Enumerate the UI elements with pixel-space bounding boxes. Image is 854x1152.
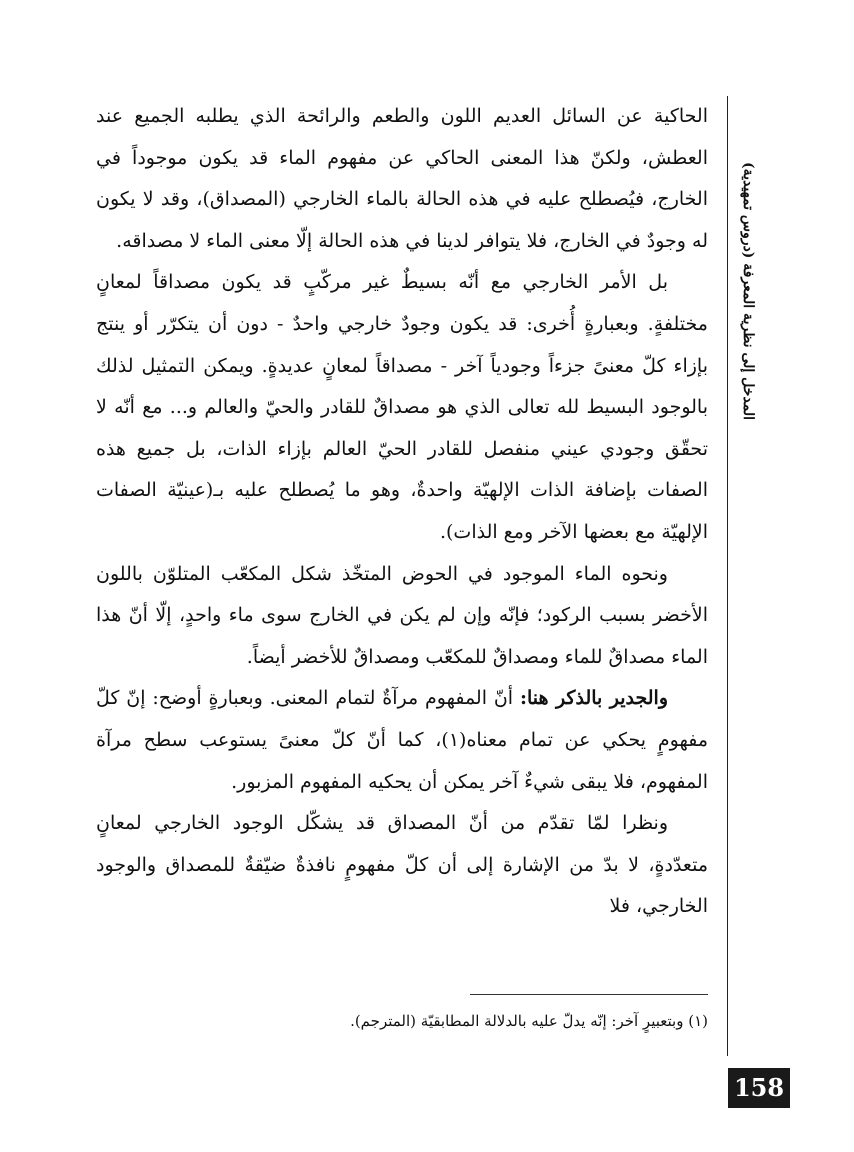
footnote-separator bbox=[470, 994, 708, 995]
main-text bbox=[96, 96, 708, 928]
margin-rule bbox=[727, 96, 728, 1056]
paragraph-5: ونظرا لمّا تقدّم من أنّ المصداق قد يشكّل الوجود الخارجي لمعانٍ متعدّدةٍ، لا بدّ من الإشارة إلى أن كلّ مفهومٍ نافذةٌ ضيّقةٌ للمصداق والوجود الخارجي، فلا bbox=[96, 812, 708, 918]
paragraph-1: الحاكية عن السائل العديم اللون والطعم والرائحة الذي يطلبه الجميع عند العطش، ولكنّ هذا المعنى الحاكي عن مفهوم الماء قد يكون موجوداً في الخارج، فيُصطلح عليه في هذه الحالة بالماء الخارجي (المصداق)، وقد لا يكون له وجودٌ في الخارج، فلا يتوافر لدينا في هذه الحالة إلّا معنى الماء لا مصداقه. bbox=[96, 105, 708, 252]
paragraph-4-lead: والجدير بالذكر هنا: bbox=[519, 687, 668, 710]
running-title: المدخل إلى نظرية المعرفة (دروس تمهيدية) bbox=[740, 162, 756, 420]
paragraph-4 bbox=[96, 678, 708, 803]
paragraph-3: ونحوه الماء الموجود في الحوض المتخّذ شكل المكعّب المتلوّن باللون الأخضر بسبب الركود؛ فإنّه وإن لم يكن في الخارج سوى ماء واحدٍ، إلّا أنّ هذا الماء مصداقٌ للماء ومصداقٌ للمكعّب ومصداقٌ للأخضر أيضاً. bbox=[96, 562, 708, 668]
paragraph-2: بل الأمر الخارجي مع أنّه بسيطٌ غير مركّبٍ قد يكون مصداقاً لمعانٍ مختلفةٍ. وبعبارةٍ أُخرى: قد يكون وجودٌ خارجي واحدٌ - دون أن يتكرّر أو ينتج بإزاء كلّ معنىً جزءاً وجودياً آخر - مصداقاً لمعانٍ عديدةٍ. ويمكن التمثيل لذلك بالوجود البسيط لله تعالى الذي هو مصداقٌ للقادر والحيّ والعالم و... مع أنّه لا تحقّق وجودي عيني منفصل للقادر الحيّ العالم بإزاء الذات، بل جميع هذه الصفات بإضافة الذات الإلهيّة واحدةٌ، وهو ما يُصطلح عليه بـ(عينيّة الصفات الإلهيّة مع بعضها الآخر ومع الذات). bbox=[96, 271, 708, 543]
page-number: 158 bbox=[728, 1068, 790, 1108]
paragraph-4-text: أنّ المفهوم مرآةٌ لتمام المعنى. وبعبارةٍ أوضح: إنّ كلّ مفهومٍ يحكي عن تمام معناه(١)، كما أنّ كلّ معنىً يستوعب سطح مرآة المفهوم، فلا يبقى شيءٌ آخر يمكن أن يحكيه المفهوم المزبور. bbox=[96, 687, 708, 793]
footnote: (١) وبتعبيرٍ آخر: إنّه يدلّ عليه بالدلالة المطابقيّة (المترجم). bbox=[350, 1012, 708, 1030]
